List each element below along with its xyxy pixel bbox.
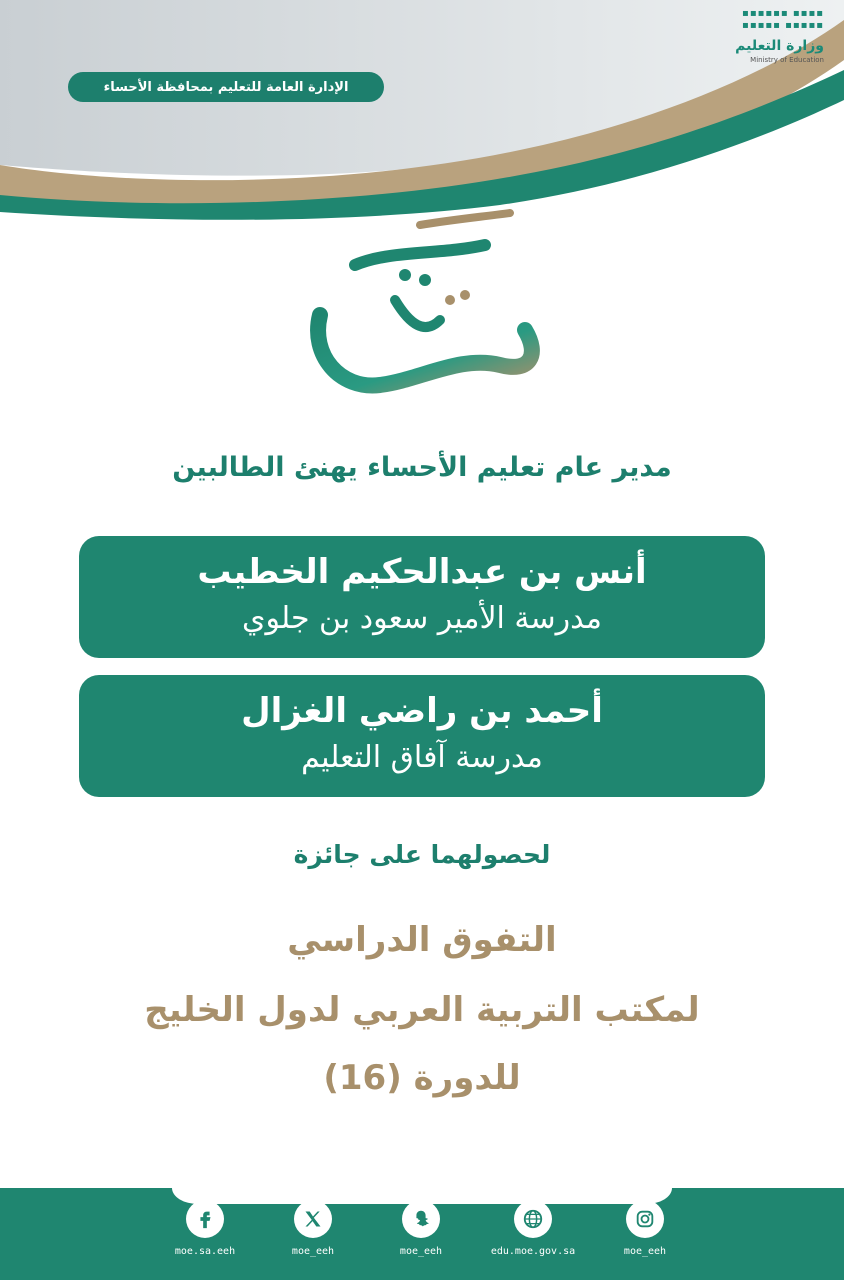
social-facebook[interactable]	[150, 1200, 260, 1257]
administration-badge: الإدارة العامة للتعليم بمحافظة الأحساء	[68, 72, 384, 102]
award-title-line: لمكتب التربية العربي لدول الخليج	[144, 990, 700, 1030]
congratulation-heading: مدير عام تعليم الأحساء يهنئ الطالبين	[172, 452, 672, 483]
social-handle: moe.sa.eeh	[174, 1246, 236, 1257]
ministry-name-en: Ministry of Education	[750, 56, 824, 64]
social-x[interactable]	[258, 1200, 368, 1257]
social-handle: moe_eeh	[623, 1246, 667, 1257]
snapchat-icon	[402, 1200, 440, 1238]
facebook-icon	[186, 1200, 224, 1238]
social-handle: moe_eeh	[399, 1246, 443, 1257]
award-title-line: التفوق الدراسي	[287, 920, 557, 960]
congratulations-calligraphy	[300, 205, 550, 405]
social-instagram[interactable]	[590, 1200, 700, 1257]
student-card	[79, 675, 765, 797]
social-website[interactable]	[478, 1200, 588, 1257]
ministry-logo-mark: ▪▪▪▪▪▪ ▪▪▪▪ ▪▪▪▪▪ ▪▪▪▪▪	[742, 8, 824, 31]
ministry-name-ar: وزارة التعليم	[735, 38, 824, 54]
ministry-logo	[674, 8, 824, 64]
social-handle: edu.moe.gov.sa	[490, 1246, 576, 1257]
social-snapchat[interactable]	[366, 1200, 476, 1257]
award-intro: لحصولهما على جائزة	[293, 840, 551, 869]
student-name: أنس بن عبدالحكيم الخطيب	[197, 552, 647, 592]
award-title-line: للدورة (16)	[323, 1058, 521, 1098]
student-school: مدرسة آفاق التعليم	[301, 740, 543, 775]
student-card	[79, 536, 765, 658]
x-icon	[294, 1200, 332, 1238]
instagram-icon	[626, 1200, 664, 1238]
social-handle: moe_eeh	[291, 1246, 335, 1257]
student-school: مدرسة الأمير سعود بن جلوي	[242, 601, 602, 636]
student-name: أحمد بن راضي الغزال	[241, 691, 603, 731]
globe-icon	[514, 1200, 552, 1238]
